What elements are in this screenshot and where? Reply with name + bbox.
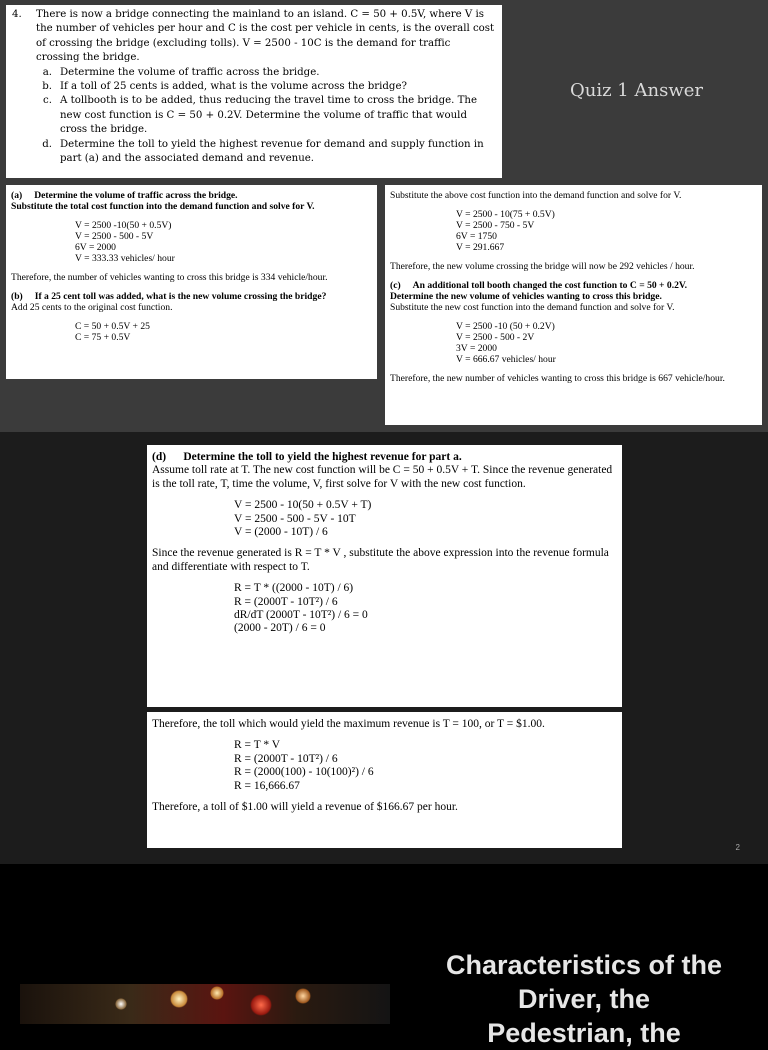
part-a-intro: Substitute the total cost function into the demand function and solve for V. [11,201,315,212]
part-d-equation: R = T * ((2000 - 10T) / 6) [234,582,354,595]
bokeh-light [250,994,272,1016]
slide-1 [0,0,768,432]
part-d-equation: dR/dT (2000T - 10T²) / 6 = 0 [234,609,368,622]
part-a-equation: 6V = 2000 [75,242,116,253]
part-c-equation: V = 2500 - 500 - 2V [456,332,535,343]
question-part-a: a. Determine the volume of traffic across the bridge. [42,66,320,78]
part-b-continued-intro: Substitute the above cost function into the demand function and solve for V. [390,190,682,201]
part-b-intro: Add 25 cents to the original cost function. [11,302,173,313]
bokeh-light [170,990,188,1008]
part-b-equation: 6V = 1750 [456,231,497,242]
part-d-box [147,445,622,707]
part-d-equation: V = 2500 - 10(50 + 0.5V + T) [234,499,372,512]
slide-3-title: Characteristics of the Driver, the Pedestrian, the [445,950,723,1048]
part-d-heading: (d) Determine the toll to yield the highest revenue for part a. [152,451,462,463]
revenue-equation: R = T * V [234,739,281,752]
part-b-equation: V = 2500 - 750 - 5V [456,220,535,231]
part-b-equation: V = 2500 - 10(75 + 0.5V) [456,209,555,220]
bokeh-light [210,986,224,1000]
slide-title: Quiz 1 Answer [570,80,703,101]
answer-box-left [6,185,377,379]
part-c-heading: (c) An additional toll booth changed the cost function to C = 50 + 0.2V. [390,280,688,291]
part-b-equation: C = 50 + 0.5V + 25 [75,321,150,332]
part-c-equation: V = 2500 -10 (50 + 0.2V) [456,321,555,332]
revenue-equation: R = (2000(100) - 10(100)²) / 6 [234,766,374,779]
part-d-equation: (2000 - 20T) / 6 = 0 [234,622,326,635]
bokeh-light [115,998,127,1010]
slide-3-photo [20,984,390,1024]
question-stem [12,8,496,66]
part-a-conclusion: Therefore, the number of vehicles wanting to cross this bridge is 334 vehicle/hour. [11,272,328,283]
question-part-c: c. A tollbooth is to be added, thus reducing the travel time to cross the bridge. The new cost function is C = 50 + 0.2V. Determine the volume of traffic that would cross the bridge. [43,95,477,136]
question-part-b: b. If a toll of 25 cents is added, what is the volume across the bridge? [42,81,407,93]
part-d-equation: R = (2000T - 10T²) / 6 [234,595,338,608]
question-box [6,5,502,178]
part-b-equation: V = 291.667 [456,242,505,253]
part-d-result-box [147,712,622,848]
part-c-subheading: Determine the new volume of vehicles wanting to cross this bridge. [390,291,662,302]
question-part-d: d. Determine the toll to yield the highest revenue for demand and supply function in part (a) and the associated demand and revenue. [42,138,484,165]
part-a-equation: V = 2500 - 500 - 5V [75,231,154,242]
part-c-intro: Substitute the new cost function into the demand function and solve for V. [390,302,675,313]
part-b-conclusion: Therefore, the new volume crossing the bridge will now be 292 vehicles / hour. [390,261,695,272]
part-b-heading: (b) If a 25 cent toll was added, what is the new volume crossing the bridge? [11,291,327,302]
question-parts [12,66,496,167]
part-c-equation: 3V = 2000 [456,343,497,354]
part-c-conclusion: Therefore, the new number of vehicles wanting to cross this bridge is 667 vehicle/hour. [390,373,725,384]
part-b-equation: C = 75 + 0.5V [75,332,131,343]
part-a-equation: V = 2500 -10(50 + 0.5V) [75,220,172,231]
part-c-equation: V = 666.67 vehicles/ hour [456,354,556,365]
revenue-equation: R = (2000T - 10T²) / 6 [234,752,338,765]
answer-box-right [385,185,762,425]
question-number: 4. [12,9,22,20]
part-d-toll-conclusion: Therefore, the toll which would yield the maximum revenue is T = 100, or T = $1.00. [152,718,545,730]
part-d-intro: Assume toll rate at T. The new cost function will be C = 50 + 0.5V + T. Since the revenue generated is the toll rate, T, time the volume, V, first solve for V with the new cost function. [152,464,613,490]
revenue-equation: R = 16,666.67 [234,779,300,792]
part-a-heading: (a) Determine the volume of traffic across the bridge. [11,190,238,201]
question-text: There is now a bridge connecting the mainland to an island. C = 50 + 0.5V, where V is the number of vehicles per hour and C is the cost per vehicle in cents, is the overall cost of crossing the bridge (excluding tolls). V = 2500 - 10C is the demand for traffic crossing the bridge. [36,9,495,64]
bokeh-light [295,988,311,1004]
part-d-equation: V = 2500 - 500 - 5V - 10T [234,512,356,525]
part-d-revenue-text: Since the revenue generated is R = T * V , substitute the above expression into the revenue formula and differentiate with respect to T. [152,547,609,573]
slide-page-number: 2 [735,843,740,852]
part-d-revenue-conclusion: Therefore, a toll of $1.00 will yield a revenue of $166.67 per hour. [152,801,458,814]
part-d-equation: V = (2000 - 10T) / 6 [234,526,328,539]
part-a-equation: V = 333.33 vehicles/ hour [75,253,175,264]
